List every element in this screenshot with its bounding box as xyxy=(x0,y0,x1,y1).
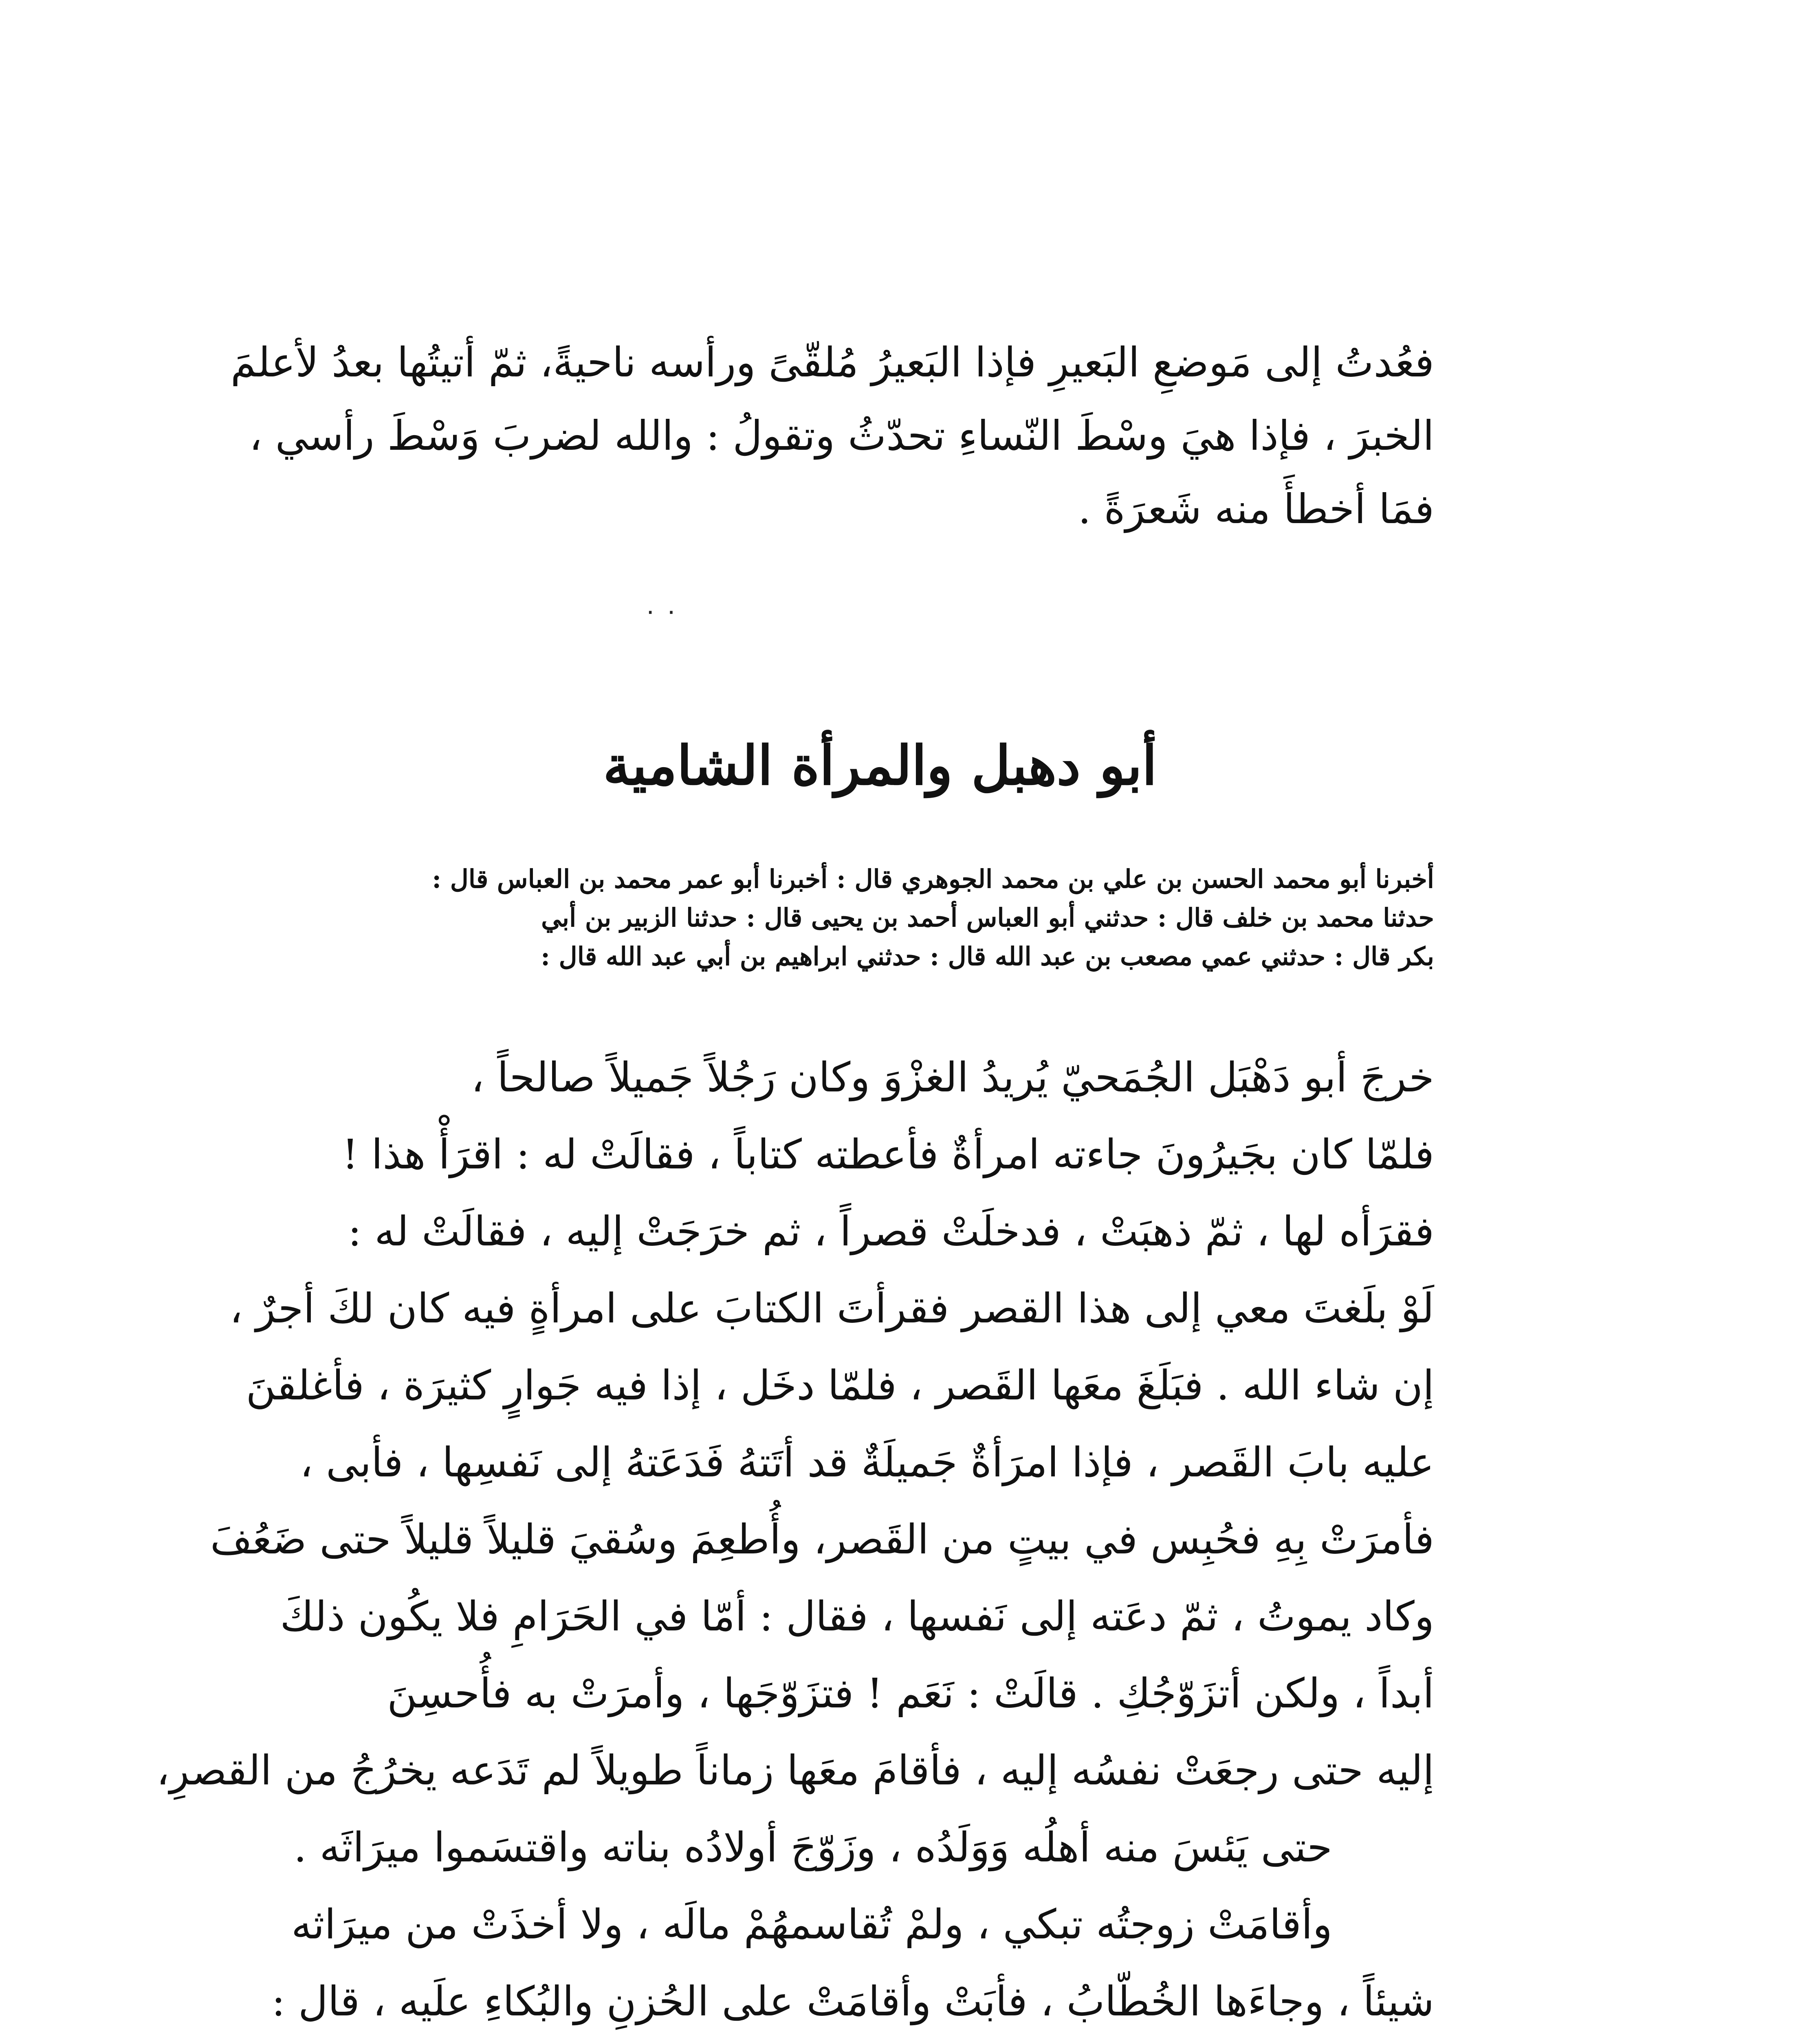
text-line: الخبرَ ، فإذا هيَ وسْطَ النّساءِ تحدّثُ وتقولُ : والله لضربَ وَسْطَ رأسي ، xyxy=(249,412,1434,460)
text-line: إن شاء الله . فبَلَغَ معَها القَصر ، فلمّا دخَل ، إذا فيه جَوارٍ كثيرَة ، فأغلقنَ xyxy=(246,1362,1434,1409)
chapter-title: أبو دهبل والمرأة الشامية xyxy=(603,734,1157,797)
text-line: إليه حتى رجعَتْ نفسُه إليه ، فأقامَ معَها زماناً طويلاً لم تَدَعه يخرُجُ من القصرِ، xyxy=(156,1747,1434,1794)
text-line: لَوْ بلَغتَ معي إلى هذا القصر فقرأتَ الكتابَ على امرأةٍ فيه كان لكَ أجرٌ ، xyxy=(229,1285,1434,1332)
text-line: وكاد يموتُ ، ثمّ دعَته إلى نَفسها ، فقال : أمّا في الحَرَامِ فلا يكُون ذلكَ xyxy=(280,1593,1434,1640)
text-line: فأمرَتْ بِهِ فحُبِس في بيتٍ من القَصر، وأُطعِمَ وسُقيَ قليلاً قليلاً حتى ضَعُفَ xyxy=(210,1516,1434,1563)
story-body xyxy=(156,1039,1434,2037)
text-line: فمَا أخطأَ منه شَعرَةً . xyxy=(1078,485,1434,533)
isnad-line: أخبرنا أبو محمد الحسن بن علي بن محمد الجوهري قال : أخبرنا أبو عمر محمد بن العباس قال : xyxy=(432,864,1434,894)
text-line: فقرَأه لها ، ثمّ ذهبَتْ ، فدخلَتْ قصراً ، ثم خرَجَتْ إليه ، فقالَتْ له : xyxy=(348,1208,1434,1255)
isnad-line: بكر قال : حدثني عمي مصعب بن عبد الله قال : حدثني ابراهيم بن أبي عبد الله قال : xyxy=(541,942,1434,971)
text-line: خرجَ أبو دَهْبَل الجُمَحيّ يُريدُ الغزْوَ وكان رَجُلاً جَميلاً صالحاً ، xyxy=(471,1054,1434,1101)
previous-story-paragraph xyxy=(230,326,1434,546)
text-line: عليه بابَ القَصر ، فإذا امرَأةٌ جَميلَةٌ قد أتَتهُ فَدَعَتهُ إلى نَفسِها ، فأبى ، xyxy=(299,1439,1434,1486)
text-line: فعُدتُ إلى مَوضعِ البَعيرِ فإذا البَعيرُ مُلقّىً ورأسه ناحيةً، ثمّ أتيتُها بعدُ لأعلمَ xyxy=(230,339,1434,386)
text-line: حتى يَئسَ منه أهلُه وَوَلَدُه ، وزَوّجَ أولادُه بناته واقتسَموا ميرَاثَه . xyxy=(293,1824,1332,1871)
text-line: شيئاً ، وجاءَها الخُطّابُ ، فأبَتْ وأقامَتْ على الحُزنِ والبُكاءِ علَيه ، قال : xyxy=(271,1978,1434,2025)
text-line: أبداً ، ولكن أتزَوّجُكِ . قالَتْ : نَعَم ! فتزَوّجَها ، وأمرَتْ به فأُحسِنَ xyxy=(387,1670,1434,1717)
text-line: وأقامَتْ زوجتُه تبكي ، ولمْ تُقاسمهُمْ مالَه ، ولا أخذَتْ من ميرَاثه xyxy=(291,1901,1332,1948)
text-line: فلمّا كان بجَيرُونَ جاءته امرأةٌ فأعطته كتاباً ، فقالَتْ له : اقرَأْ هذا ! xyxy=(342,1131,1434,1178)
isnad-line: حدثنا محمد بن خلف قال : حدثني أبو العباس أحمد بن يحيى قال : حدثنا الزبير بن أبي xyxy=(541,903,1434,933)
section-ornament: ٠ ٠ xyxy=(644,597,678,625)
chain-of-narration xyxy=(326,860,1434,976)
